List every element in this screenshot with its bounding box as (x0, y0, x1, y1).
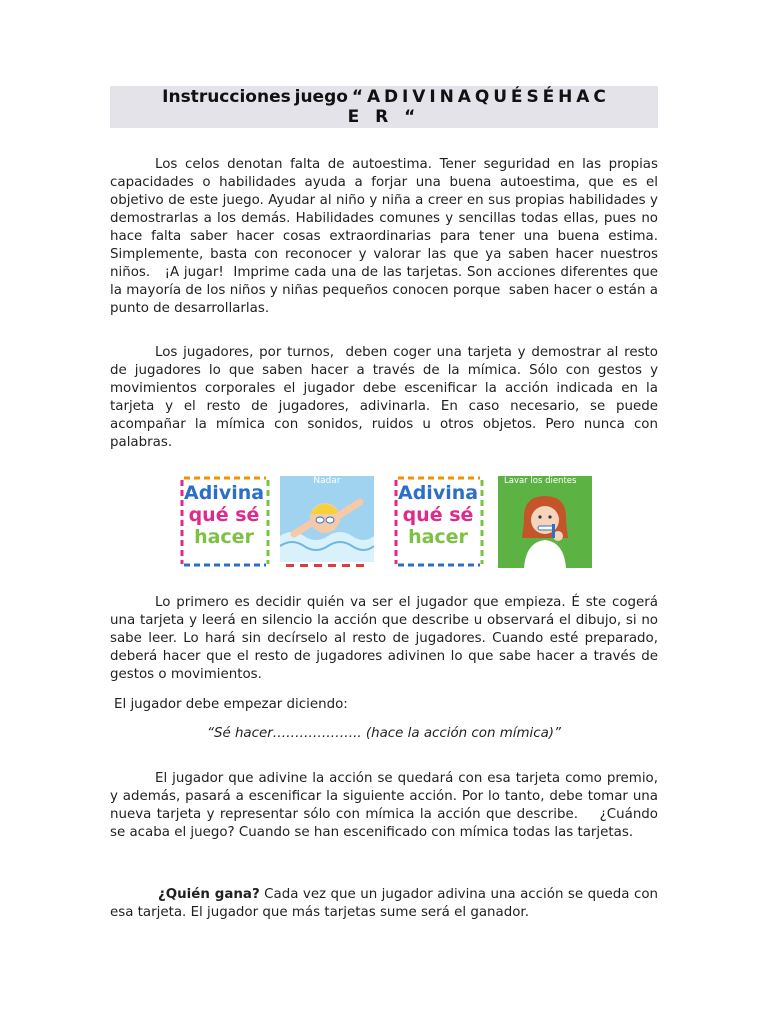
nadar-label: Nadar (313, 476, 341, 486)
logo-text (184, 482, 264, 548)
logo-card-2 (394, 476, 484, 568)
brushing-card (498, 476, 592, 568)
logo-2-word-2: qué sé (402, 504, 474, 526)
logo-2-word-1: Adivina (398, 482, 479, 504)
paragraph-start-text: Lo primero es decidir quién va ser el jugador que empieza. É ste cogerá una tarjeta y leerá en silencio la acción que describe u observará el dibujo, si no sabe leer. Lo hará sin decírselo al resto de jugadores. Cuando esté preparado, deberá hacer que el resto de jugadores adivinen lo que sabe hacer a través de gestos o movimientos. (110, 595, 658, 682)
brushing-illustration (498, 476, 592, 568)
paragraph-intro (110, 156, 658, 318)
paragraph-end (110, 770, 658, 842)
paragraph-phrase-intro-text: El jugador debe empezar diciendo: (114, 697, 348, 712)
winner-text: Cada vez que un jugador adivina una acción se queda con esa tarjeta. El jugador que más tarjetas sume será el ganador. (110, 887, 658, 920)
title-banner (110, 86, 658, 128)
title-line-2: E R “ (347, 107, 421, 127)
logo-card (180, 476, 270, 568)
logo-text-2 (398, 482, 478, 548)
winner-heading: ¿Quién gana? (158, 887, 260, 902)
paragraph-intro-text: Los celos denotan falta de autoestima. Tener seguridad en las propias capacidades o habilidades ayuda a forjar una buena autoestima, que es el objetivo de este juego. Ayudar al niño y niña a creer en sus propias habilidades y demostrarlas a los demás. Habilidades comunes y sencillas todas ellas, pues no hace falta saber hacer cosas extraordinarias para tener una buena estima. Simplemente, basta con reconocer y valorar las que ya saben hacer nuestros niños. ¡A jugar! Imprime cada una de las tarjetas. Son acciones diferentes que la mayoría de los niños y niñas pequeños conocen porque saben hacer o están a punto de desarrollarlas. (110, 157, 658, 316)
example-phrase: “Sé hacer……………….. (hace la acción con mímica)” (207, 726, 561, 741)
paragraph-phrase-intro (114, 696, 662, 714)
swimming-illustration (280, 476, 374, 568)
logo-word-3: hacer (194, 526, 254, 548)
paragraph-rules-text: Los jugadores, por turnos, deben coger una tarjeta y demostrar al resto de jugadores lo que saben hacer a través de la mímica. Sólo con gestos y movimientos corporales el jugador debe escenificar la acción indicada en la tarjeta y el resto de jugadores, adivinarla. En caso necesario, se puede acompañar la mímica con sonidos, ruidos u otros objetos. Pero nunca con palabras. (110, 345, 658, 450)
paragraph-winner (110, 886, 658, 922)
paragraph-end-text: El jugador que adivine la acción se quedará con esa tarjeta como premio, y además, pasará a escenificar la siguiente acción. Por lo tanto, debe tomar una nueva tarjeta y representar sólo con mímica la acción que describe. ¿Cuándo se acaba el juego? Cuando se han escenificado con mímica todas las tarjetas. (110, 771, 658, 840)
title-line-1: Instrucciones juego “ A D I V I N A Q U É S É H A C (162, 87, 606, 107)
logo-word-2: qué sé (188, 504, 260, 526)
logo-2-word-3: hacer (408, 526, 468, 548)
logo-word-1: Adivina (184, 482, 265, 504)
card-strip (180, 476, 596, 568)
swimming-card (280, 476, 374, 568)
paragraph-rules (110, 344, 658, 452)
dientes-label: Lavar los dientes (504, 476, 577, 486)
paragraph-start (110, 594, 658, 684)
